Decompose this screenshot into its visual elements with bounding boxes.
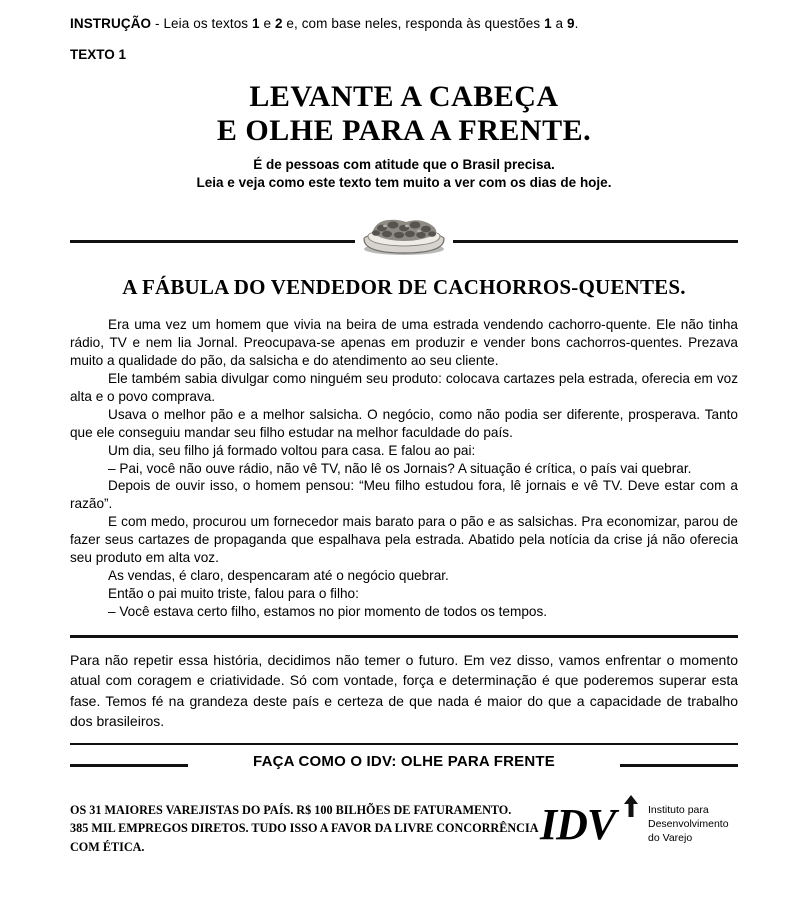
slogan-text: FAÇA COMO O IDV: OLHE PARA FRENTE [253, 753, 555, 771]
instruction-num-1: 1 [252, 16, 260, 31]
footer [70, 795, 738, 865]
hotdog-divider [70, 207, 738, 261]
instruction-prefix: INSTRUÇÃO [70, 16, 152, 31]
texto-label: TEXTO 1 [70, 47, 127, 62]
closing-rule-bottom [70, 743, 738, 745]
instruction-line [70, 16, 738, 31]
instruction-num-3: 1 [544, 16, 552, 31]
closing-paragraph: Para não repetir essa história, decidimos não temer o futuro. Em vez disso, vamos enfrentar o momento atual com coragem e criatividade. Só com vontade, força e determinação é que poderemos superar esta fase. Temos fé na grandeza deste país e certeza de que nada é maior do que a capacidade de trabalho dos brasileiros. [70, 651, 738, 729]
subheadline-line-2: Leia e veja como este texto tem muito a ver com os dias de hoje. [196, 175, 612, 191]
body-paragraph: Então o pai muito triste, falou para o filho: [108, 586, 359, 602]
subheadline [70, 156, 738, 193]
body-paragraph: – Você estava certo filho, estamos no pior momento de todos os tempos. [108, 604, 548, 620]
instruction-text-b: e [259, 16, 275, 31]
headline-line-2: E OLHE PARA A FRENTE. [216, 113, 592, 147]
instruction-text-a: - Leia os textos [151, 16, 253, 31]
body-paragraph: As vendas, é claro, despencaram até o negócio quebrar. [108, 568, 449, 584]
body-paragraph: Era uma vez um homem que vivia na beira de uma estrada vendendo cachorro-quente. Ele não tinha rádio, TV e nem lia Jornal. Preocupava-se apenas em produzir e vender bons cachorros-quentes. Prezava muito a qualidade do pão, da salsicha e do atendimento ao seu cliente. [70, 317, 738, 368]
body-paragraph: Ele também sabia divulgar como ninguém seu produto: colocava cartazes pela estrada, oferecia em voz alta e o povo comprava. [70, 370, 738, 404]
idv-tagline-line-1: Instituto para [648, 804, 709, 817]
slogan-row [70, 753, 738, 779]
idv-tagline-line-3: do Varejo [648, 831, 693, 844]
idv-logo [540, 795, 738, 857]
body-paragraph: E com medo, procurou um fornecedor mais barato para o pão e as salsichas. Pra economizar, parou de fazer seus cartazes de propaganda que espalhava pela estrada. Abatido pela notícia da crise já não oferecia seu produto em alta voz. [70, 514, 738, 566]
fable-body [70, 316, 738, 621]
divider-rule-right [453, 240, 738, 243]
arrow-up-icon [624, 795, 638, 817]
hotdog-icon [352, 209, 456, 257]
closing-rule-top [70, 635, 738, 638]
headline-line-1: LEVANTE A CABEÇA [249, 80, 559, 113]
instruction-text-c: e, com base neles, responda às questões [282, 16, 545, 31]
idv-logo-tagline [648, 804, 729, 846]
instruction-text-e: . [574, 16, 579, 31]
subheadline-line-1: É de pessoas com atitude que o Brasil precisa. [253, 156, 555, 172]
footer-line-1: OS 31 MAIORES VAREJISTAS DO PAÍS. R$ 100 BILHÕES DE FATURAMENTO. [70, 803, 512, 818]
idv-tagline-line-2: Desenvolvimento [648, 818, 729, 831]
headline [70, 80, 738, 148]
instruction-num-4: 9 [566, 16, 575, 31]
footer-line-2: 385 MIL EMPREGOS DIRETOS. TUDO ISSO A FAVOR DA LIVRE CONCORRÊNCIA COM ÉTICA. [70, 821, 538, 854]
instruction-text-d: a [551, 16, 567, 31]
footer-text [70, 801, 560, 856]
body-paragraph: Um dia, seu filho já formado voltou para casa. E falou ao pai: [108, 442, 476, 458]
fable-title: A FÁBULA DO VENDEDOR DE CACHORROS-QUENTES. [122, 275, 686, 300]
idv-logo-mark: IDV [540, 800, 616, 850]
body-paragraph: – Pai, você não ouve rádio, não vê TV, não lê os Jornais? A situação é crítica, o país vai quebrar. [108, 460, 692, 476]
instruction-num-2: 2 [274, 16, 283, 31]
body-paragraph: Depois de ouvir isso, o homem pensou: “Meu filho estudou fora, lê jornais e vê TV. Deve estar com a razão”. [70, 478, 738, 512]
body-paragraph: Usava o melhor pão e a melhor salsicha. O negócio, como não podia ser diferente, prosperava. Tanto que ele conseguiu mandar seu filho estudar na melhor faculdade do país. [70, 406, 738, 440]
divider-rule-left [70, 240, 355, 243]
